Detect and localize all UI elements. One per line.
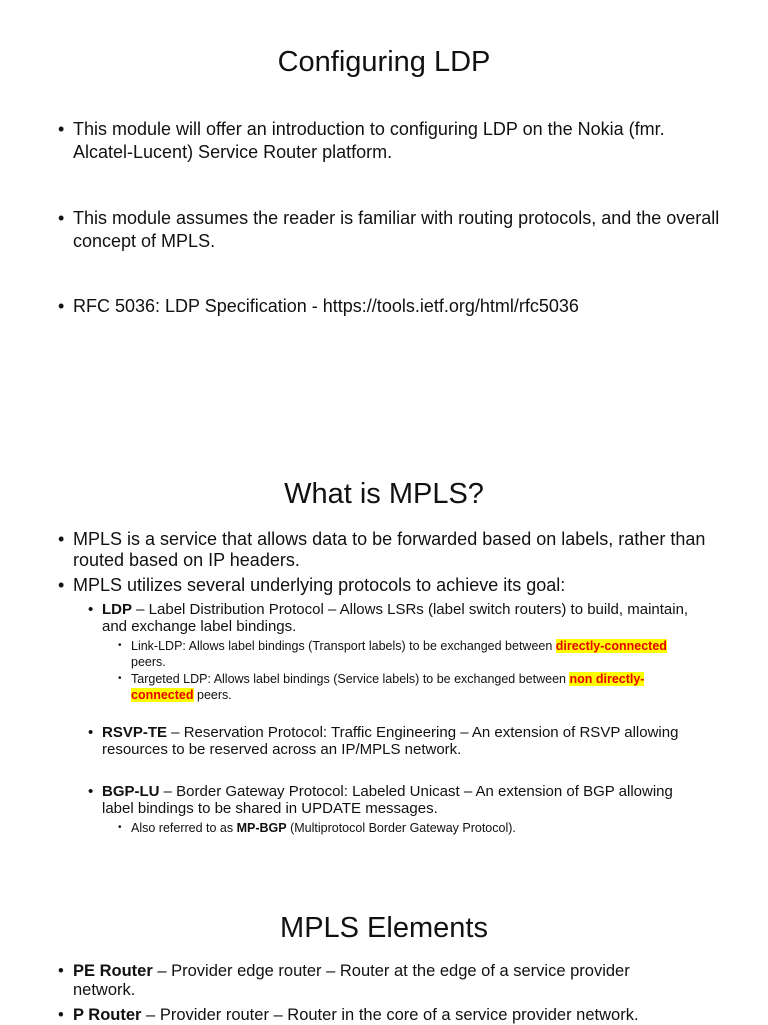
rsvp-term: RSVP-TE xyxy=(102,724,168,741)
slide1-title: Configuring LDP xyxy=(277,46,491,78)
bullet-dot: • xyxy=(58,529,65,549)
bgp-bullet: • BGP-LU – Border Gateway Protocol: Labeled Unicast – An extension of BGP allowing label bindings to be shared in UPDATE messages. xyxy=(88,783,673,817)
slide1-bullet-1: • This module will offer an introduction to configuring LDP on the Nokia (fmr. Alcatel-Lucent) Service Router platform. xyxy=(58,119,665,162)
bullet-dot: • xyxy=(88,724,94,741)
slide2-title: What is MPLS? xyxy=(284,478,484,510)
mp-bgp-term: MP-BGP xyxy=(236,821,287,835)
slide2-bullet-2: • MPLS utilizes several underlying protocols to achieve its goal: xyxy=(58,575,566,595)
slide1-bullet-2: • This module assumes the reader is familiar with routing protocols, and the overall concept of MPLS. xyxy=(58,208,720,251)
mp-bgp-bullet: • Also referred to as MP-BGP (Multiprotocol Border Gateway Protocol). xyxy=(118,821,516,835)
bgp-term: BGP-LU xyxy=(102,783,160,800)
bullet-dot: • xyxy=(58,962,64,980)
highlight-directly-connected: directly-connected xyxy=(555,639,667,653)
link-ldp-bullet: • Link-LDP: Allows label bindings (Transport labels) to be exchanged between directly-connected peers. xyxy=(118,639,667,669)
highlight-non-directly-connected: non directly-connected xyxy=(131,672,645,702)
slide3-title: MPLS Elements xyxy=(280,912,488,944)
bullet-dot: • xyxy=(118,640,122,651)
targeted-ldp-bullet: • Targeted LDP: Allows label bindings (Service labels) to be exchanged between non directly-connected peers. xyxy=(118,672,645,702)
bullet-dot: • xyxy=(58,119,65,139)
bullet-dot: • xyxy=(58,208,65,228)
bullet-dot: • xyxy=(88,601,94,618)
bullet-dot: • xyxy=(88,783,94,800)
rsvp-bullet: • RSVP-TE – Reservation Protocol: Traffic Engineering – An extension of RSVP allowing resources to be reserved across an IP/MPLS network. xyxy=(88,724,679,758)
pe-router-term: PE Router xyxy=(73,962,153,980)
bullet-dot: • xyxy=(58,296,65,316)
p-router-bullet: • P Router – Provider router – Router in the core of a service provider network. xyxy=(58,1006,639,1024)
slide1-bullet-3: • RFC 5036: LDP Specification - https://tools.ietf.org/html/rfc5036 xyxy=(58,296,579,316)
bullet-dot: • xyxy=(58,1006,64,1024)
slide2-bullet-1: • MPLS is a service that allows data to be forwarded based on labels, rather than routed based on IP headers. xyxy=(58,529,706,570)
ldp-bullet: • LDP – Label Distribution Protocol – Allows LSRs (label switch routers) to build, maintain, and exchange label bindings. xyxy=(88,601,689,635)
p-router-term: P Router xyxy=(73,1006,142,1024)
pe-router-bullet: • PE Router – Provider edge router – Router at the edge of a service provider network. xyxy=(58,962,630,999)
ldp-term: LDP xyxy=(102,601,132,618)
bullet-dot: • xyxy=(118,673,122,684)
bullet-dot: • xyxy=(58,575,65,595)
bullet-dot: • xyxy=(118,822,122,833)
